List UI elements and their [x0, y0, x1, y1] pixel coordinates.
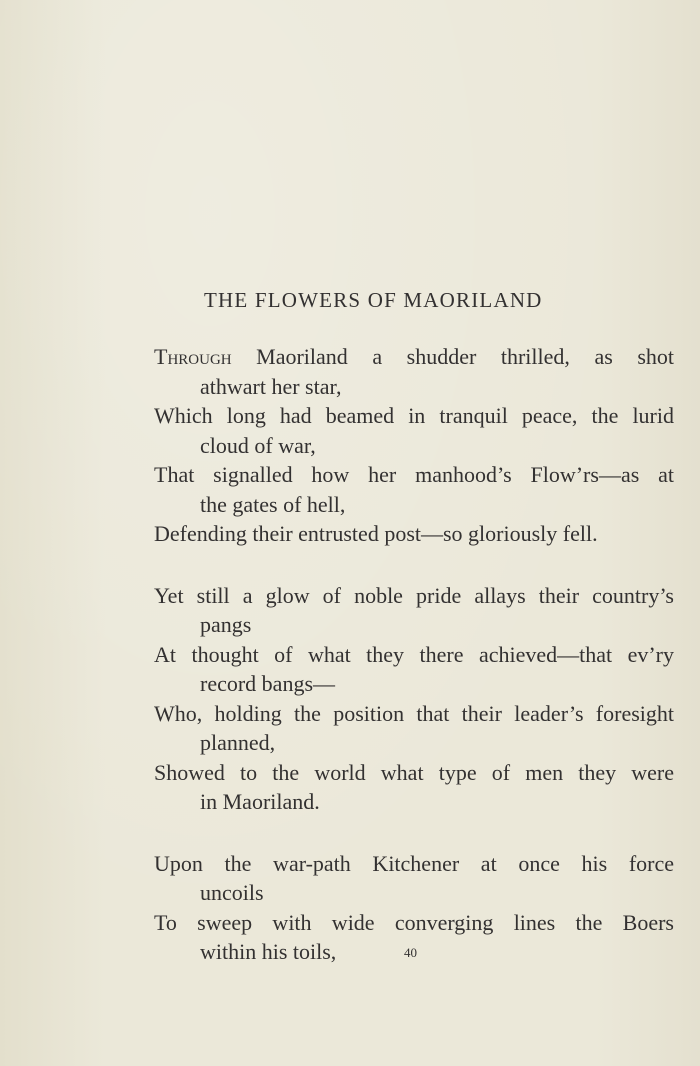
poem-line-continuation: record bangs— — [200, 671, 336, 696]
poem-line-continuation: pangs — [200, 612, 252, 637]
poem-line-continuation: uncoils — [200, 880, 264, 905]
poem-line-continuation: within his toils, — [200, 939, 337, 964]
stanza — [154, 342, 674, 549]
poem-line-continuation: in Maoriland. — [200, 789, 320, 814]
poem-line: Defending their entrusted post—so gloriously fell. — [154, 521, 598, 546]
poem-line: Yet still a glow of noble pride allays their country’s — [154, 582, 674, 608]
poem-title: THE FLOWERS OF MAORILAND — [204, 288, 543, 312]
poem-line: Who, holding the position that their leader’s foresight — [154, 700, 674, 726]
poem-line: Through Maoriland a shudder thrilled, as shot — [154, 344, 674, 369]
poem-line-continuation: the gates of hell, — [200, 491, 346, 517]
poem-line-continuation: athwart her star, — [200, 373, 342, 399]
poem-line: That signalled how her manhood’s Flow’rs—as at — [154, 462, 674, 487]
page-number: 40 — [404, 945, 417, 960]
stanza — [154, 581, 674, 817]
poem-line: To sweep with wide converging lines the Boers — [154, 909, 674, 935]
poem-body — [154, 342, 674, 999]
poem-line: At thought of what they there achieved—that ev’ry — [154, 641, 674, 667]
poem-line-continuation: planned, — [200, 730, 276, 755]
poem-line: Showed to the world what type of men they were — [154, 759, 674, 785]
drop-word: Through — [154, 344, 232, 369]
poem-line-continuation: cloud of war, — [200, 432, 316, 458]
poem-line: Which long had beamed in tranquil peace, the lurid — [154, 403, 674, 428]
poem-line: Upon the war-path Kitchener at once his force — [154, 850, 674, 876]
